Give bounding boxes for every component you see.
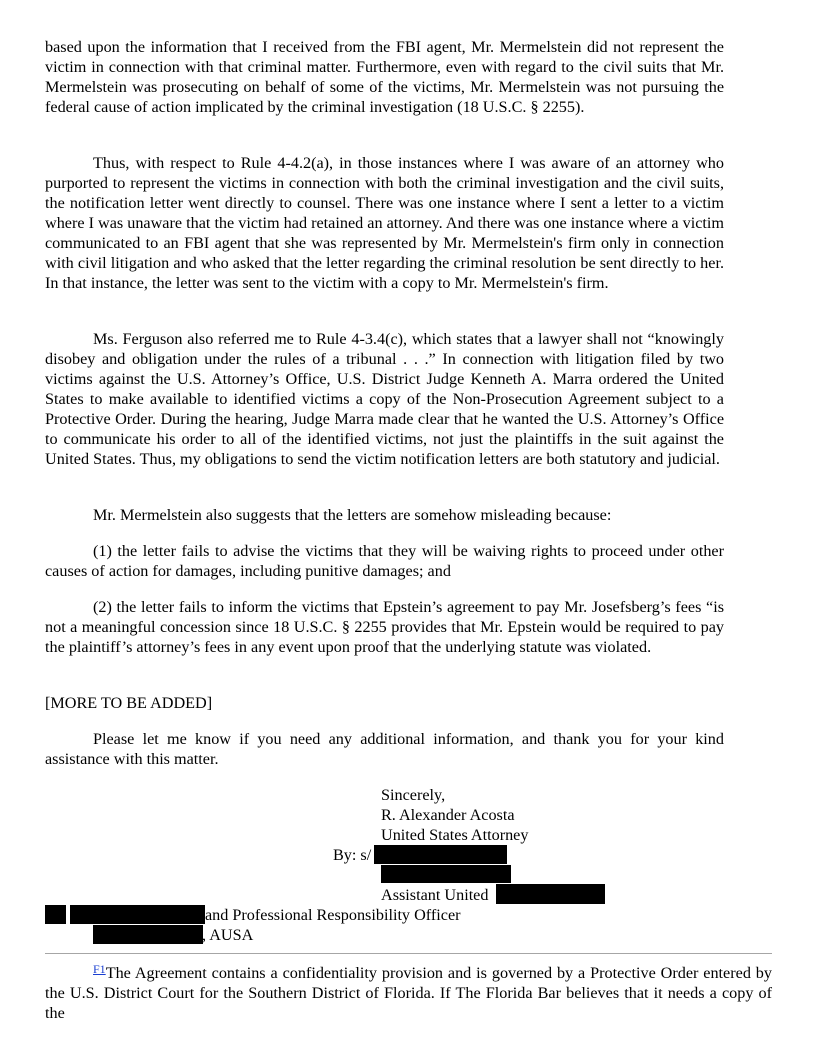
paragraph-fbi-agent: based upon the information that I received from the FBI agent, Mr. Mermelstein did not represent the victim in connection with that criminal matter. Furthermore, even with regard to the civil suits that Mr. Mermelstein was prosecuting on behalf of some of the victims, Mr. Mermelstein was not pursuing the federal cause of action implicated by the criminal investigation (18 U.S.C. § 2255). xyxy=(45,38,724,116)
paragraph-rule-4-3-4: Ms. Ferguson also referred me to Rule 4-3.4(c), which states that a lawyer shall not “knowingly disobey and obligation under the rules of a tribunal . . .” In connection with litigation filed by two victims against the U.S. Attorney’s Office, U.S. District Judge Kenneth A. Marra ordered the United States to make available to identified victims a copy of the Non-Prosecution Agreement subject to a Protective Order. During the hearing, Judge Marra made clear that he wanted the U.S. Attorney’s Office to communicate his order to all of the identified victims, not just the plaintiffs in the suit against the United States. Thus, my obligations to send the victim notification letters are both statutory and judicial. xyxy=(45,330,724,468)
signature-responsibility-officer: and Professional Responsibility Officer xyxy=(205,906,461,924)
paragraph-rule-4-4-2: Thus, with respect to Rule 4-4.2(a), in those instances where I was aware of an attorney who purported to represent the victims in connection with both the criminal investigation and the civil suits, the notification letter went directly to counsel. There was one instance where I sent a letter to a victim where I was unaware that the victim had retained an attorney. And there was one instance where a victim communicated to an FBI agent that she was represented by Mr. Mermelstein's firm only in connection with civil litigation and who asked that the letter regarding the criminal resolution be sent directly to her. In that instance, the letter was sent to the victim with a copy to Mr. Mermelstein's firm. xyxy=(45,154,725,292)
signature-name: R. Alexander Acosta xyxy=(381,806,515,824)
signature-closing: Sincerely, xyxy=(381,786,446,804)
signature-ausa: , AUSA xyxy=(202,926,254,944)
footnote xyxy=(45,963,772,1023)
footnote-divider xyxy=(45,953,772,954)
paragraph-misleading-intro: Mr. Mermelstein also suggests that the letters are somehow misleading because: xyxy=(93,506,612,524)
redaction-box xyxy=(496,884,605,904)
signature-title: United States Attorney xyxy=(381,826,529,844)
redaction-box xyxy=(381,865,511,883)
signature-assistant-title: Assistant United xyxy=(381,886,489,904)
paragraph-more-to-be-added: [MORE TO BE ADDED] xyxy=(45,694,213,712)
signature-by-label: By: s/ xyxy=(333,846,372,864)
paragraph-closing-request: Please let me know if you need any additional information, and thank you for your kind assistance with this matter. xyxy=(45,730,724,768)
redaction-box xyxy=(45,905,66,924)
redaction-box xyxy=(374,845,507,864)
redaction-box xyxy=(93,925,203,944)
footnote-marker-link[interactable]: F1 xyxy=(93,962,106,976)
paragraph-point-one: (1) the letter fails to advise the victims that they will be waiving rights to proceed under other causes of action for damages, including punitive damages; and xyxy=(45,542,724,580)
redaction-box xyxy=(70,905,205,924)
paragraph-point-two: (2) the letter fails to inform the victims that Epstein’s agreement to pay Mr. Josefsberg’s fees “is not a meaningful concession since 18 U.S.C. § 2255 provides that Mr. Epstein would be required to pay the plaintiff’s attorney’s fees in any event upon proof that the underlying statute was violated. xyxy=(45,598,724,656)
footnote-text: The Agreement contains a confidentiality provision and is governed by a Protective Order entered by the U.S. District Court for the Southern District of Florida. If The Florida Bar believes that it needs a copy of the xyxy=(45,964,772,1022)
